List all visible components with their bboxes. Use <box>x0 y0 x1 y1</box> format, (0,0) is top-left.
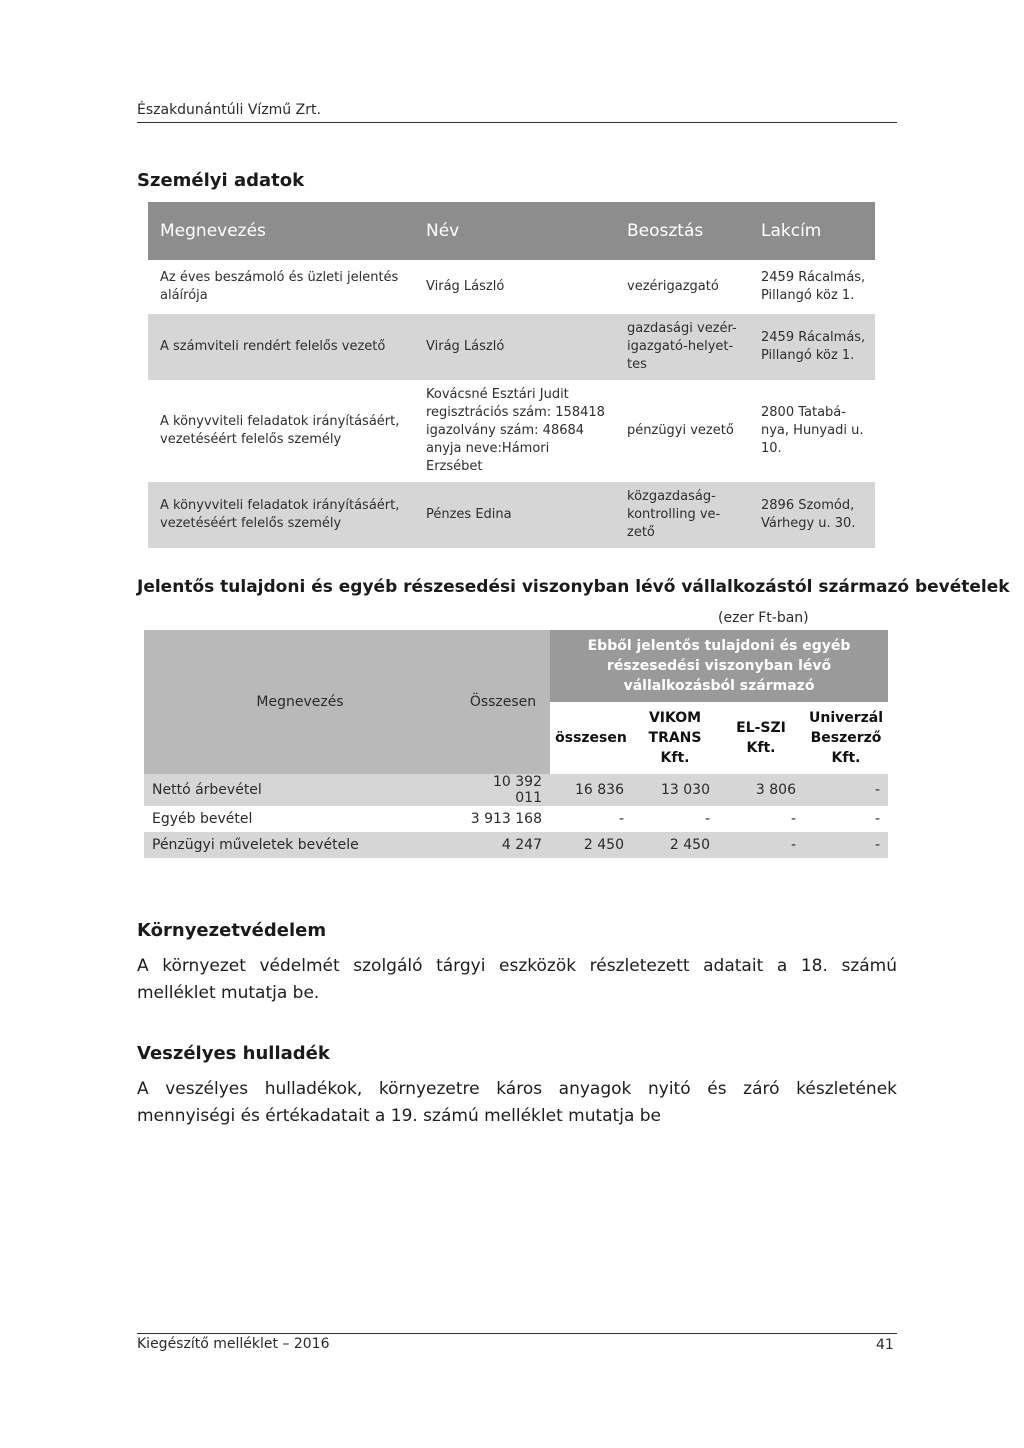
footer-divider <box>137 1333 897 1334</box>
elszi-cell: - <box>790 811 796 827</box>
sub-col-vikom: VIKOM TRANS Kft. <box>632 702 718 774</box>
name-cell: Virág László <box>426 279 505 294</box>
merged-header: Ebből jelentős tulajdoni és egyéb részesedési viszonyban lévő vállalkozásból származó <box>550 630 888 702</box>
name-cell: Pénzes Edina <box>414 482 615 548</box>
elszi-cell: 3 806 <box>718 774 804 806</box>
univerzal-cell: - <box>804 774 888 806</box>
table-row <box>148 260 875 314</box>
univerzal-cell: - <box>874 811 881 827</box>
table-row <box>144 774 888 806</box>
name-cell <box>414 380 615 482</box>
designation-cell: Az éves beszámoló és üzleti jelentés aláírója <box>160 270 399 303</box>
univerzal-cell: - <box>804 832 888 858</box>
col-header-address: Lakcím <box>749 202 875 260</box>
row-label: Nettó árbevétel <box>144 774 456 806</box>
col-header-designation: Megnevezés <box>144 630 456 774</box>
footer-text: Kiegészítő melléklet – 2016 <box>137 1336 330 1352</box>
row-label: Pénzügyi műveletek bevétele <box>144 832 456 858</box>
sub-col-univerzal: Univerzál Beszerző Kft. <box>804 702 888 774</box>
page-header-company: Északdunántúli Vízmű Zrt. <box>137 102 321 118</box>
mother-name-line: anyja neve:Hámori Erzsébet <box>426 441 550 474</box>
sub-col-total: összesen <box>550 702 632 774</box>
registration-line: regisztrációs szám: 158418 <box>426 405 605 420</box>
row-label: Egyéb bevétel <box>152 811 253 827</box>
environment-heading: Környezetvédelem <box>137 920 327 941</box>
sum-cell: 16 836 <box>550 774 632 806</box>
income-table <box>144 630 888 858</box>
vikom-cell: 13 030 <box>632 774 718 806</box>
total-cell: 4 247 <box>456 832 550 858</box>
vikom-cell: - <box>704 811 710 827</box>
table-row <box>148 314 875 380</box>
income-unit-note: (ezer Ft-ban) <box>718 610 809 626</box>
personal-data-table <box>148 202 875 548</box>
sub-col-elszi: EL-SZI Kft. <box>718 702 804 774</box>
position-cell: gazdasági vezér-igazgató-helyet-tes <box>615 314 749 380</box>
address-cell: 2459 Rácalmás, Pillangó köz 1. <box>749 314 875 380</box>
table-row <box>148 482 875 548</box>
position-cell: vezérigazgató <box>627 279 719 294</box>
designation-cell: A könyvviteli feladatok irányításáért, vezetéséért felelős személy <box>148 482 414 548</box>
total-cell: 10 392 011 <box>456 774 550 806</box>
total-cell: 3 913 168 <box>470 811 542 827</box>
col-header-position: Beosztás <box>615 202 749 260</box>
hazardous-waste-heading: Veszélyes hulladék <box>137 1043 330 1064</box>
header-divider <box>137 122 897 123</box>
environment-paragraph: A környezet védelmét szolgáló tárgyi eszközök részletezett adatait a 18. számú melléklet mutatja be. <box>137 956 897 1003</box>
id-card-line: igazolvány szám: 48684 <box>426 423 585 438</box>
col-header-total: Összesen <box>456 630 550 774</box>
address-cell: 2896 Szomód, Várhegy u. 30. <box>749 482 875 548</box>
vikom-cell: 2 450 <box>632 832 718 858</box>
col-header-designation: Megnevezés <box>148 202 414 260</box>
personal-table-header-row <box>148 202 875 260</box>
sum-cell: - <box>618 811 624 827</box>
col-header-name: Név <box>414 202 615 260</box>
hazardous-waste-paragraph: A veszélyes hulladékok, környezetre káros anyagok nyitó és záró készletének mennyiségi és értékadatait a 19. számú melléklet mutatja be <box>137 1079 897 1126</box>
personal-data-title: Személyi adatok <box>137 170 305 191</box>
address-cell: 2459 Rácalmás, Pillangó köz 1. <box>761 270 866 303</box>
table-row <box>148 380 875 482</box>
elszi-cell: - <box>718 832 804 858</box>
position-cell: közgazdaság-kontrolling ve-zető <box>615 482 749 548</box>
designation-cell: A könyvviteli feladatok irányításáért, vezetéséért felelős személy <box>160 414 400 447</box>
address-cell: 2800 Tatabá-nya, Hunyadi u. 10. <box>761 405 864 456</box>
table-row <box>144 832 888 858</box>
income-header-row <box>144 630 888 702</box>
position-cell: pénzügyi vezető <box>627 423 734 438</box>
income-table-title: Jelentős tulajdoni és egyéb részesedési viszonyban lévő vállalkozástól származó bevételek <box>137 577 1010 597</box>
sum-cell: 2 450 <box>550 832 632 858</box>
table-row <box>144 806 888 832</box>
name-line: Kovácsné Esztári Judit <box>426 387 569 402</box>
name-cell: Virág László <box>414 314 615 380</box>
page-number: 41 <box>876 1337 894 1353</box>
designation-cell: A számviteli rendért felelős vezető <box>148 314 414 380</box>
